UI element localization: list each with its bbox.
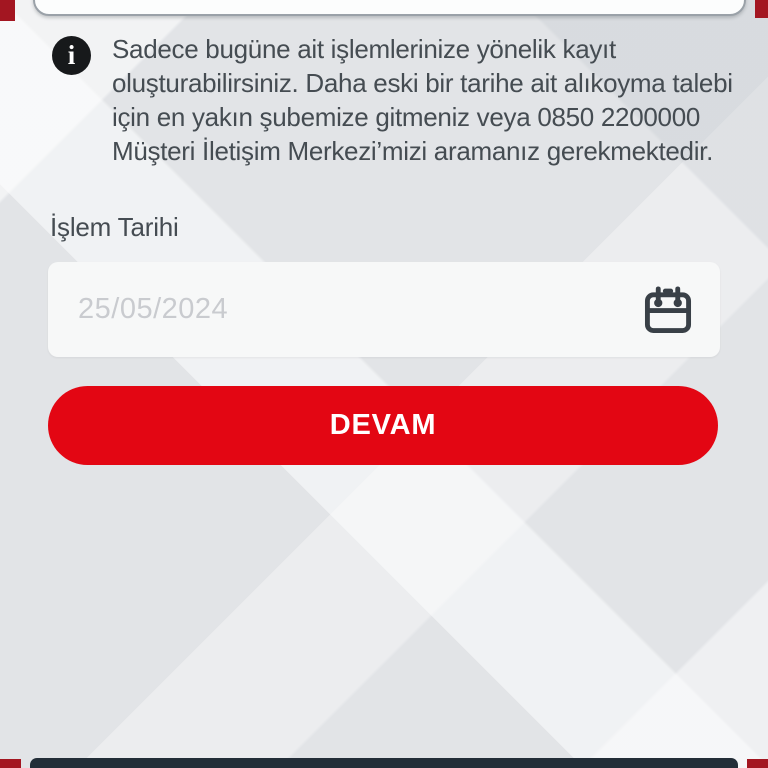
top-left-red-corner — [0, 0, 15, 21]
date-field[interactable] — [48, 262, 720, 357]
previous-field-card[interactable] — [33, 0, 746, 16]
continue-button[interactable]: DEVAM — [48, 386, 718, 465]
info-text: Sadece bugüne ait işlemlerinize yönelik kayıt oluşturabilirsiniz. Daha eski bir tarihe ait alıkoyma talebi için en yakın şubemize gitmeniz veya 0850 2200000 Müşteri İletişim Merkezi’mizi aramanız gerekmektedir. — [112, 34, 733, 166]
info-icon — [52, 36, 91, 75]
top-right-red-corner — [755, 0, 768, 18]
date-label: İşlem Tarihi — [50, 212, 179, 242]
bottom-left-red-corner — [0, 759, 21, 768]
info-icon-glyph: i — [67, 40, 76, 70]
date-input[interactable] — [48, 293, 641, 326]
info-banner — [52, 32, 742, 168]
calendar-button[interactable] — [641, 283, 695, 337]
bottom-sheet-handle[interactable] — [30, 758, 738, 768]
bottom-right-red-corner — [747, 759, 768, 768]
calendar-icon — [642, 284, 694, 336]
